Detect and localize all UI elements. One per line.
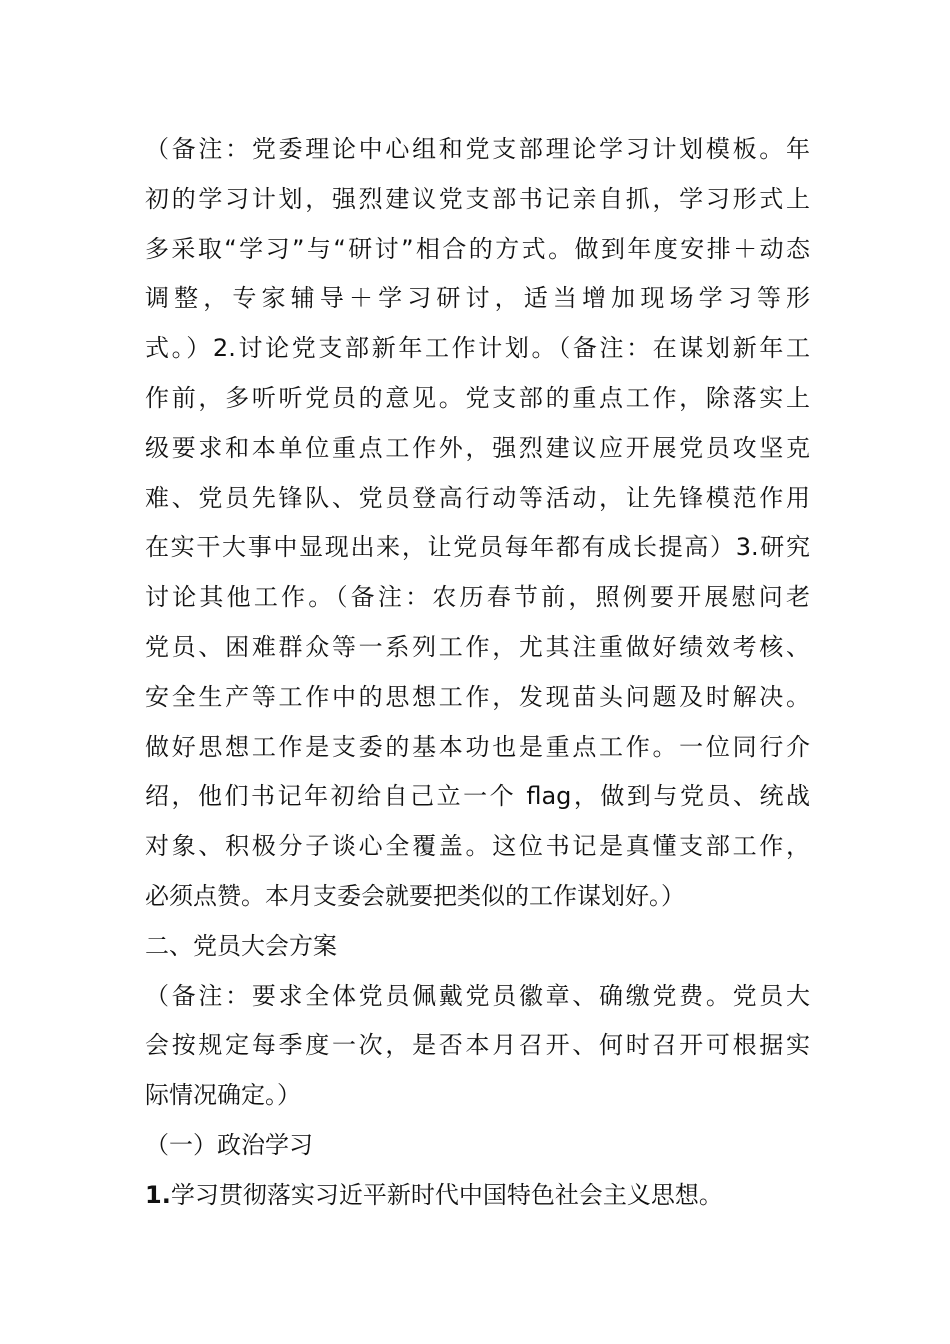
body-line: （备注：要求全体党员佩戴党员徽章、确缴党费。党员大 [145,981,810,1010]
body-line: 对象、积极分子谈心全覆盖。这位书记是真懂支部工作， [145,832,810,861]
body-line: 安全生产等工作中的思想工作，发现苗头问题及时解决。 [145,682,810,711]
body-line: 讨论其他工作。（备注：农历春节前，照例要开展慰问老 [145,583,810,612]
body-line: 作前，多听听党员的意见。党支部的重点工作，除落实上 [145,383,810,412]
item-number: 1. [145,1180,171,1209]
subsection-heading: （一）政治学习 [145,1130,313,1159]
body-line: 级要求和本单位重点工作外，强烈建议应开展党员攻坚克 [145,433,810,462]
body-line: 式。）2.讨论党支部新年工作计划。（备注：在谋划新年工 [145,334,810,363]
body-line: 调整，专家辅导＋学习研讨，适当增加现场学习等形 [145,284,810,313]
body-line: 难、党员先锋队、党员登高行动等活动，让先锋模范作用 [145,483,810,512]
body-line: （备注：党委理论中心组和党支部理论学习计划模板。年 [145,135,810,163]
numbered-item [145,1171,810,1221]
body-line: 党员、困难群众等一系列工作，尤其注重做好绩效考核、 [145,632,810,661]
item-text: 学习贯彻落实习近平新时代中国特色社会主义思想。 [170,1180,723,1209]
document-body [145,125,810,1221]
body-line: 会按规定每季度一次，是否本月召开、何时召开可根据实 [145,1031,810,1060]
body-line: 做好思想工作是支委的基本功也是重点工作。一位同行介 [145,732,810,761]
body-line: 多采取“学习”与“研讨”相合的方式。做到年度安排＋动态 [145,234,810,263]
body-line: 在实干大事中显现出来，让党员每年都有成长提高）3.研究 [145,533,810,562]
body-line: 初的学习计划，强烈建议党支部书记亲自抓，学习形式上 [145,184,810,213]
section-heading: 二、党员大会方案 [145,931,337,960]
body-line: 绍，他们书记年初给自己立一个 flag，做到与党员、统战 [145,782,810,811]
body-line: 际情况确定。） [145,1081,301,1110]
body-line: 必须点赞。本月支委会就要把类似的工作谋划好。） [145,881,685,910]
